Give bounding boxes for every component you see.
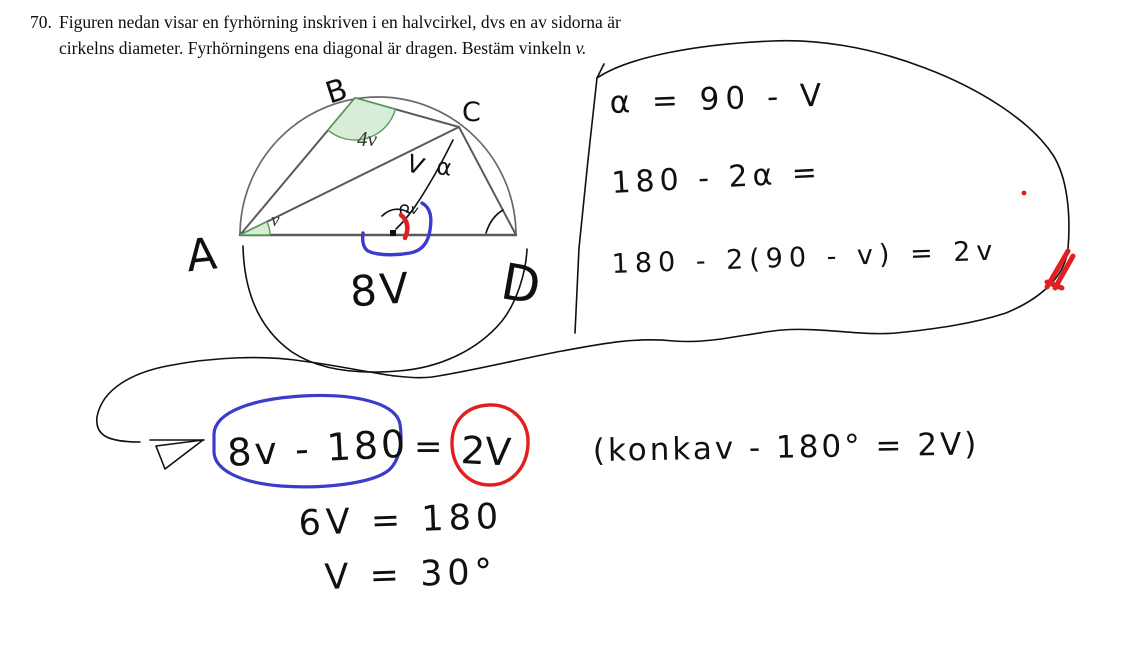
hand-notes-bubble-left-edge: [575, 78, 597, 333]
vertex-label-D: D: [496, 252, 545, 317]
label-v-at-center: v: [408, 202, 420, 219]
hand-arrow-head: [156, 440, 203, 469]
solution-step2: 6V = 180: [297, 496, 504, 544]
problem-line2-variable: v.: [575, 38, 587, 58]
vertex-label-A: A: [183, 228, 220, 283]
solution-boxed-left: 8v - 180: [226, 421, 410, 475]
label-alpha-near-c: α: [434, 153, 454, 182]
label-v-near-c: V: [402, 149, 428, 182]
solution-answer: V = 30°: [323, 551, 498, 598]
note-eq2: 180 - 2α =: [610, 155, 823, 201]
red-dot: [1022, 191, 1027, 196]
solution-aside: (konkav - 180° = 2V): [592, 426, 980, 469]
solution-boxed-right: 2V: [459, 428, 513, 475]
red-scribble-arrow: [1047, 251, 1073, 288]
side-CD: [459, 127, 516, 235]
hand-angle-arc-D: [486, 210, 503, 233]
angle-label-v: v: [271, 210, 280, 231]
hand-center-angle-arc: [382, 209, 410, 216]
problem-line1-clipped-word: är: [607, 12, 621, 32]
note-eq1: α = 90 - V: [609, 77, 828, 121]
problem-line2-text: cirkelns diameter. Fyrhörningens ena diagonal är dragen. Bestäm vinkeln: [59, 38, 576, 58]
problem-number: 70.: [30, 12, 52, 32]
center-point-O: [390, 230, 396, 236]
note-eq3: 180 - 2(90 - v) = 2v: [611, 235, 999, 280]
label-reflex-8v: 8V: [348, 263, 414, 317]
vertex-label-B: B: [321, 71, 352, 112]
problem-line1-text: Figuren nedan visar en fyrhörning inskriven i en halvcirkel, dvs en av sidorna: [59, 12, 603, 32]
angle-label-4v: 4v: [357, 127, 377, 151]
solution-equals: =: [414, 427, 443, 467]
vertex-label-C: C: [462, 97, 481, 128]
